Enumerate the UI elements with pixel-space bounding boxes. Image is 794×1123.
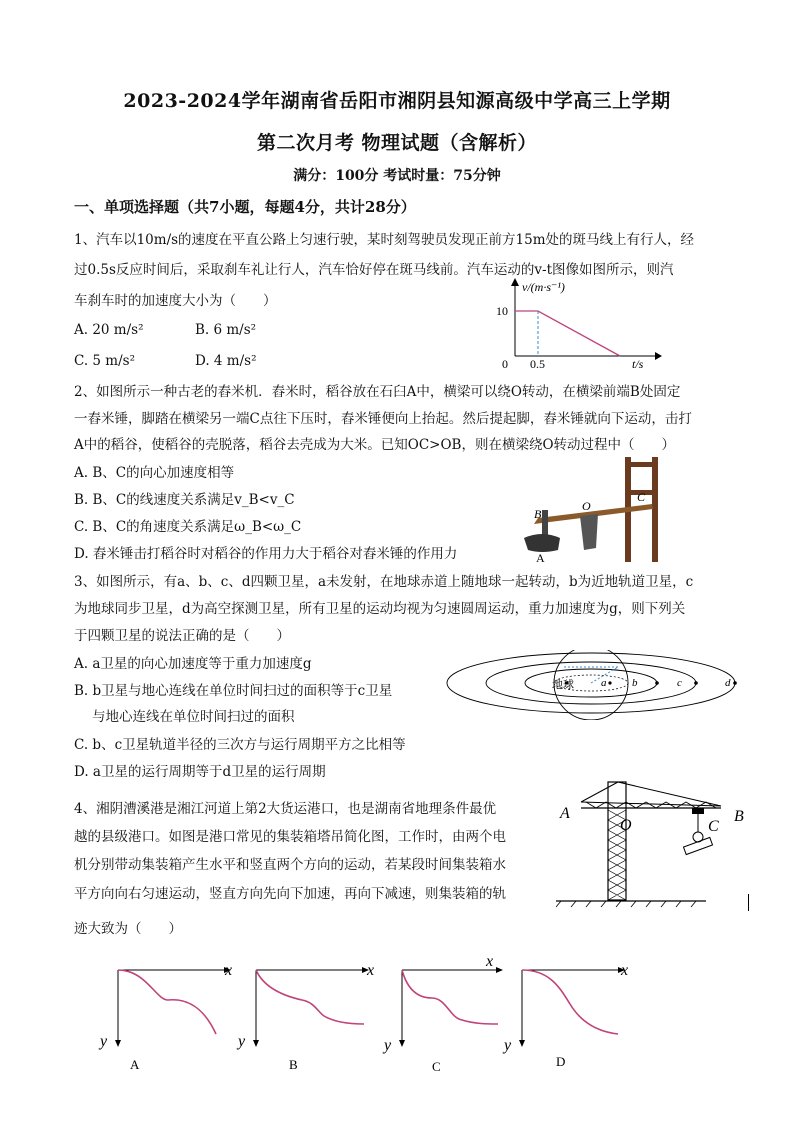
q2-option-c: C. B、C的角速度关系满足ω_B<ω_C [74, 519, 302, 535]
vt-origin: 0 [502, 357, 508, 371]
q4-choice-label: D [556, 1054, 566, 1069]
q4-line: 平方向向右匀速运动，竖直方向先向下加速，再向下减速，则集装箱的轨 [74, 886, 506, 902]
pounder-post-right [652, 457, 658, 562]
sat-a-dot [608, 681, 611, 684]
earth-label: 地球 [552, 679, 574, 691]
vt-ytick: 10 [496, 304, 508, 318]
q4-choice-a [96, 958, 246, 1076]
q4-line: 越的县级港口。如图是港口常见的集装箱塔吊简化图，工作时，由两个电 [74, 829, 506, 845]
q4-choice-b [234, 958, 384, 1076]
q4-line: 4、湘阴漕溪港是湘江河道上第2大货运港口，也是湖南省地理条件最优 [74, 801, 497, 817]
section-heading: 一、单项选择题（共7小题，每题4分，共计28分） [74, 198, 416, 216]
sat-d-label: d [725, 677, 731, 689]
pounder-label-b: B [534, 507, 542, 521]
page-title-line1: 2023-2024学年湖南省岳阳市湘阴县知源高级中学高三上学期 [123, 90, 671, 112]
q3-option-c: C. b、c卫星轨道半径的三次方与运行周期平方之比相等 [74, 737, 406, 753]
q2-line: A中的稻谷，使稻谷的壳脱落，稻谷去壳成为大米。已知OC>OB，则在横梁绕O转动过程中（ ） [74, 437, 676, 453]
vt-ylabel: v/(m·s⁻¹) [522, 280, 565, 294]
q3-line: 为地球同步卫星，d为高空探测卫星，所有卫星的运动均视为匀速圆周运动，重力加速度为g，则下列关 [74, 601, 686, 617]
tower-crane-figure [556, 780, 756, 910]
q1-option-a: A. 20 m/s² [74, 322, 144, 338]
vt-xlabel: t/s [632, 357, 644, 371]
q4-curve-d [522, 970, 618, 1034]
q4-axis-y: y [238, 1033, 246, 1050]
q3-option-a: A. a卫星的向心加速度等于重力加速度g [74, 656, 312, 672]
q4-choice-label: C [432, 1059, 441, 1074]
sat-a-label: a [601, 677, 607, 689]
satellite-orbits-figure [446, 650, 740, 720]
q4-axis-y: y [100, 1033, 108, 1050]
vt-xtick: 0.5 [530, 357, 545, 371]
q2-line: 一舂米锤，脚踏在横梁另一端C点往下压时，舂米锤便向上抬起。然后提起脚，舂米锤就向下运动，击打 [74, 411, 692, 427]
q1-option-b: B. 6 m/s² [195, 322, 257, 338]
vt-graph [490, 276, 670, 372]
sat-b-dot [655, 681, 659, 685]
q3-line: 3、如图所示，有a、b、c、d四颗卫星，a未发射，在地球赤道上随地球一起转动，b为近地轨道卫星，c [74, 574, 694, 590]
rice-pounder-figure [512, 452, 672, 564]
q3-option-b-cont: 与地心连线在单位时间扫过的面积 [92, 709, 295, 725]
pounder-label-a: A [536, 551, 545, 564]
q4-axis-y: y [504, 1037, 512, 1054]
sat-c-dot [694, 681, 698, 685]
q3-line: 于四颗卫星的说法正确的是（ ） [74, 628, 290, 644]
q1-line: 车刹车时的加速度大小为（ ） [74, 293, 277, 309]
q1-line: 1、汽车以10m/s的速度在平直公路上匀速行驶，某时刻驾驶员发现正前方15m处的斑马线上有行人，经 [74, 232, 695, 248]
q4-curve-b [256, 970, 364, 1024]
vt-t-arrow [655, 352, 662, 360]
q4-axis-x: x [621, 962, 629, 979]
q1-line: 过0.5s反应时间后，采取刹车礼让行人，汽车恰好停在斑马线前。汽车运动的v-t图像如图所示，则汽 [74, 262, 674, 278]
crane-ground-hatch [556, 901, 696, 907]
q4-axis-x: x [367, 962, 375, 979]
q4-axis-x: x [486, 958, 494, 970]
q4-choice-label: B [289, 1057, 298, 1072]
q1-option-d: D. 4 m/s² [195, 353, 257, 369]
sat-b-label: b [632, 677, 638, 689]
crane-tie-left [581, 782, 618, 802]
sat-d-dot [733, 681, 737, 685]
q4-axis-x: x [225, 962, 233, 979]
q4-curve-a [118, 970, 216, 1034]
q3-option-b: B. b卫星与地心连线在单位时间扫过的面积等于c卫星 [74, 683, 393, 699]
pounder-label-o: O [582, 499, 591, 513]
page-title-line2: 第二次月考 物理试题（含解析） [256, 132, 538, 154]
pounder-rung [625, 462, 658, 467]
crane-container [683, 837, 712, 854]
crane-label-o: O [620, 817, 632, 834]
vt-curve [515, 311, 620, 356]
pounder-pivot-stone [580, 514, 598, 550]
q4-line: 机分别带动集装箱产生水平和竖直两个方向的运动，若某段时间集装箱水 [74, 857, 506, 873]
q4-line: 迹大致为（ ） [74, 921, 182, 937]
sat-c-label: c [677, 677, 682, 689]
q1-option-c: C. 5 m/s² [74, 353, 136, 369]
q2-option-d: D. 舂米锤击打稻谷时对稻谷的作用力大于稻谷对舂米锤的作用力 [74, 546, 458, 562]
crane-label-a: A [560, 805, 570, 822]
q2-line: 2、如图所示一种古老的舂米机．舂米时，稻谷放在石臼A中，横梁可以绕O转动，在横梁前端B处固定 [74, 384, 681, 400]
crane-label-c: C [708, 818, 719, 835]
pounder-label-c: C [637, 490, 646, 504]
q3-option-d: D. a卫星的运行周期等于d卫星的运行周期 [74, 764, 326, 780]
q4-choice-d [500, 958, 650, 1076]
crane-tower [608, 782, 626, 900]
crane-trolley [692, 808, 704, 814]
q2-option-b: B. B、C的线速度关系满足v_B<v_C [74, 492, 295, 508]
exam-meta: 满分：100分 考试时量：75分钟 [293, 168, 501, 184]
q2-option-a: A. B、C的向心加速度相等 [74, 465, 235, 481]
q4-choice-label: A [130, 1057, 140, 1072]
vt-v-arrow [511, 278, 519, 286]
text-cursor [748, 894, 749, 911]
q4-curve-c [402, 970, 498, 1024]
pounder-mortar [524, 534, 560, 552]
q4-axis-y: y [384, 1037, 392, 1054]
crane-label-b: B [734, 808, 744, 825]
